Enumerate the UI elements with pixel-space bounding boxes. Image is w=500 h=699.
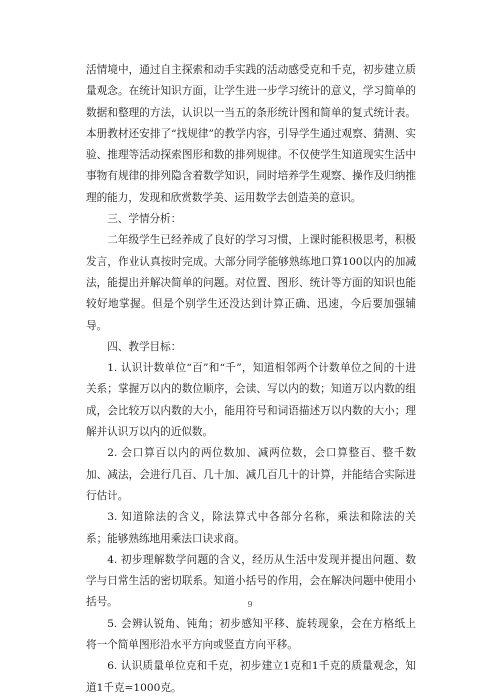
paragraph-student-analysis: 二年级学生已经养成了良好的学习习惯，上课时能积极思考，积极发言，作业认真按时完成。大部分同学能够熟练地口算100以内的加减法，能提出并解决简单的问题。对位置、图形、统计等方面的知识也能较好地掌握。但是个别学生还没达到计算正确、迅速，今后要加强辅导。 xyxy=(86,234,416,332)
paragraph-content-intro: 活情境中，通过自主探索和动手实践的活动感受克和千克，初步建立质量观念。在统计知识方面，让学生进一步学习统计的意义，学习简单的数据和整理的方法，认识以一当五的条形统计图和简单的复式统计表。本册教材还安排了“找规律”的教学内容，引导学生通过观察、猜测、实验、推理等活动探索图形和数的排列规律。不仅使学生知道现实生活中事物有规律的排列隐含着数学知识，同时培养学生观察、操作及归纳推理的能力，发现和欣赏数学美、运用数学去创造美的意识。 xyxy=(86,64,416,204)
list-item-goal-6: 6. 认识质量单位克和千克，初步建立1克和1千克的质量观念，知道1千克=1000克。 xyxy=(86,660,416,694)
list-item-goal-1: 1. 认识计数单位“百”和“千”，知道相邻两个计数单位之间的十进关系；掌握万以内的数位顺序，会读、写以内的数；知道万以内数的组成，会比较万以内数的大小，能用符号和词语描述万以内数的大小；理解并认识万以内的近似数。 xyxy=(86,362,416,439)
list-item-goal-4: 4. 初步理解数学问题的含义，经历从生活中发现并提出问题、数学与日常生活的密切联系。知道小括号的作用，会在解决问题中使用小括号。 xyxy=(86,553,416,609)
list-item-goal-5: 5. 会辨认锐角、钝角；初步感知平移、旋转现象，会在方格纸上将一个简单图形沿水平方向或竖直方向平移。 xyxy=(86,617,416,652)
heading-teaching-goals: 四、教学目标： xyxy=(107,340,182,353)
list-item-goal-3: 3. 知道除法的含义，除法算式中各部分名称，乘法和除法的关系；能够熟练地用乘法口诀求商。 xyxy=(86,511,416,545)
list-item-goal-2: 2. 会口算百以内的两位数加、减两位数，会口算整百、整千数加、减法，会进行几百、几十加、减几百几十的计算，并能结合实际进行估计。 xyxy=(86,447,416,502)
heading-student-analysis: 三、学情分析： xyxy=(107,213,182,226)
page-number: 9 xyxy=(247,600,253,609)
